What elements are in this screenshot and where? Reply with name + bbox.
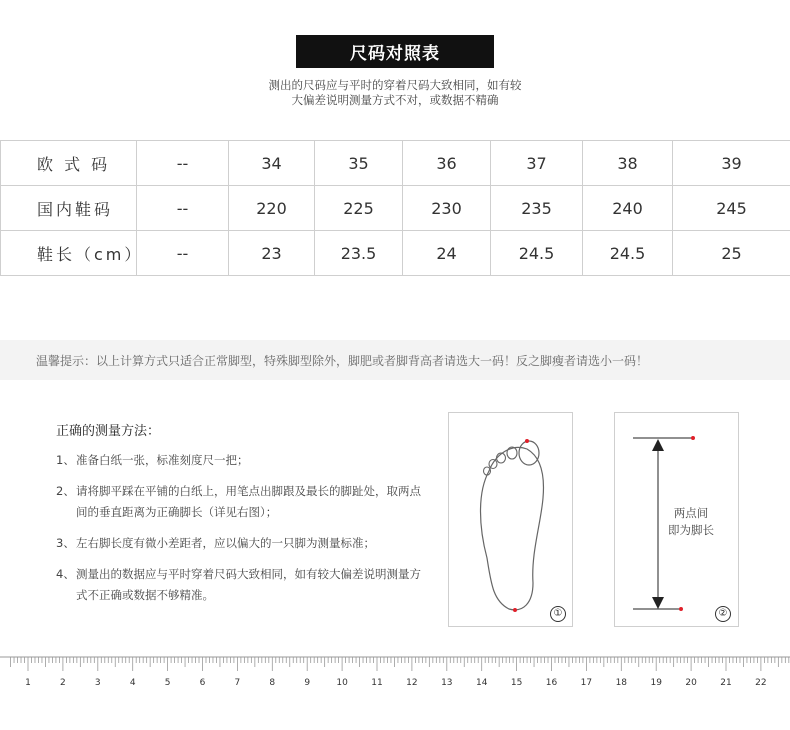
size-row-dash: -- <box>137 231 229 276</box>
size-row <box>1 231 790 276</box>
foot-figure <box>448 412 573 627</box>
heel-marker <box>513 608 517 612</box>
measure-caption-line-2: 即为脚长 <box>668 523 714 537</box>
size-row-label: 鞋长（cm） <box>1 231 137 276</box>
figure-badge-2: ② <box>715 606 731 622</box>
foot-outline-icon <box>449 413 572 626</box>
toe-marker <box>525 439 529 443</box>
size-cell: 38 <box>583 141 673 186</box>
ruler-label: 19 <box>650 678 662 688</box>
step-number: 4、 <box>56 567 75 581</box>
method-steps <box>56 450 426 616</box>
step-text: 请将脚平踩在平铺的白纸上，用笔点出脚跟及最长的脚趾处，取两点间的垂直距离为正确脚长（详见右图）； <box>76 484 421 519</box>
measure-caption <box>667 505 715 539</box>
size-cell: 34 <box>229 141 315 186</box>
ruler-label: 20 <box>685 678 697 688</box>
ruler-label: 6 <box>199 678 206 688</box>
bottom-marker <box>679 607 683 611</box>
ruler-label: 13 <box>441 678 453 688</box>
ruler-label: 7 <box>234 678 241 688</box>
size-row-dash: -- <box>137 186 229 231</box>
method-title: 正确的测量方法： <box>56 424 161 439</box>
size-cell: 25 <box>673 231 790 276</box>
size-cell: 23 <box>229 231 315 276</box>
ruler-label: 1 <box>25 678 31 688</box>
measure-caption-line-1: 两点间 <box>673 506 709 520</box>
step-text: 准备白纸一张，标准刻度尺一把； <box>76 453 249 467</box>
method-step <box>56 533 426 554</box>
size-row-dash: -- <box>137 141 229 186</box>
ruler <box>0 655 790 695</box>
figure-badge-1: ① <box>550 606 566 622</box>
ruler-label: 8 <box>269 678 276 688</box>
subtitle-line-1: 测出的尺码应与平时的穿着尺码大致相同，如有较 <box>268 78 522 92</box>
size-cell: 39 <box>673 141 790 186</box>
size-cell: 36 <box>403 141 491 186</box>
step-text: 测量出的数据应与平时穿着尺码大致相同，如有较大偏差说明测量方式不正确或数据不够精准。 <box>76 567 421 602</box>
method-step <box>56 481 426 523</box>
step-text: 左右脚长度有微小差距者，应以偏大的一只脚为测量标准； <box>76 536 375 550</box>
size-chart-table <box>0 140 790 276</box>
ruler-label: 18 <box>615 678 628 688</box>
size-cell: 37 <box>491 141 583 186</box>
ruler-label: 16 <box>545 678 558 688</box>
size-cell: 220 <box>229 186 315 231</box>
measure-figure <box>614 412 739 627</box>
size-cell: 23.5 <box>315 231 403 276</box>
tip-banner <box>0 340 790 380</box>
ruler-label: 22 <box>755 678 767 688</box>
method-step <box>56 450 426 471</box>
size-cell: 225 <box>315 186 403 231</box>
size-row-label: 欧 式 码 <box>1 141 137 186</box>
page-title: 尺码对照表 <box>296 35 494 68</box>
ruler-label: 2 <box>60 678 66 688</box>
ruler-label: 17 <box>580 678 593 688</box>
size-cell: 24.5 <box>491 231 583 276</box>
top-marker <box>691 436 695 440</box>
ruler-label: 4 <box>129 678 136 688</box>
size-row-label: 国内鞋码 <box>1 186 137 231</box>
subtitle <box>195 78 595 108</box>
ruler-label: 12 <box>406 678 418 688</box>
step-number: 1、 <box>56 453 75 467</box>
size-cell: 230 <box>403 186 491 231</box>
method-step <box>56 564 426 606</box>
ruler-label: 3 <box>94 678 101 688</box>
size-cell: 24 <box>403 231 491 276</box>
size-row <box>1 141 790 186</box>
size-cell: 35 <box>315 141 403 186</box>
ruler-label: 14 <box>475 678 488 688</box>
ruler-label: 5 <box>164 678 171 688</box>
size-cell: 24.5 <box>583 231 673 276</box>
subtitle-line-2: 大偏差说明测量方式不对，或数据不精确 <box>291 93 499 107</box>
ruler-label: 11 <box>371 678 383 688</box>
ruler-label: 10 <box>336 678 348 688</box>
step-number: 2、 <box>56 484 75 498</box>
ruler-label: 9 <box>304 678 311 688</box>
ruler-label: 21 <box>720 678 732 688</box>
size-cell: 235 <box>491 186 583 231</box>
ruler-label: 15 <box>510 678 523 688</box>
step-number: 3、 <box>56 536 75 550</box>
size-cell: 240 <box>583 186 673 231</box>
size-cell: 245 <box>673 186 790 231</box>
tip-text: 温馨提示：以上计算方式只适合正常脚型，特殊脚型除外，脚肥或者脚背高者请选大一码！反之脚瘦者请选小一码！ <box>36 353 649 368</box>
size-row <box>1 186 790 231</box>
